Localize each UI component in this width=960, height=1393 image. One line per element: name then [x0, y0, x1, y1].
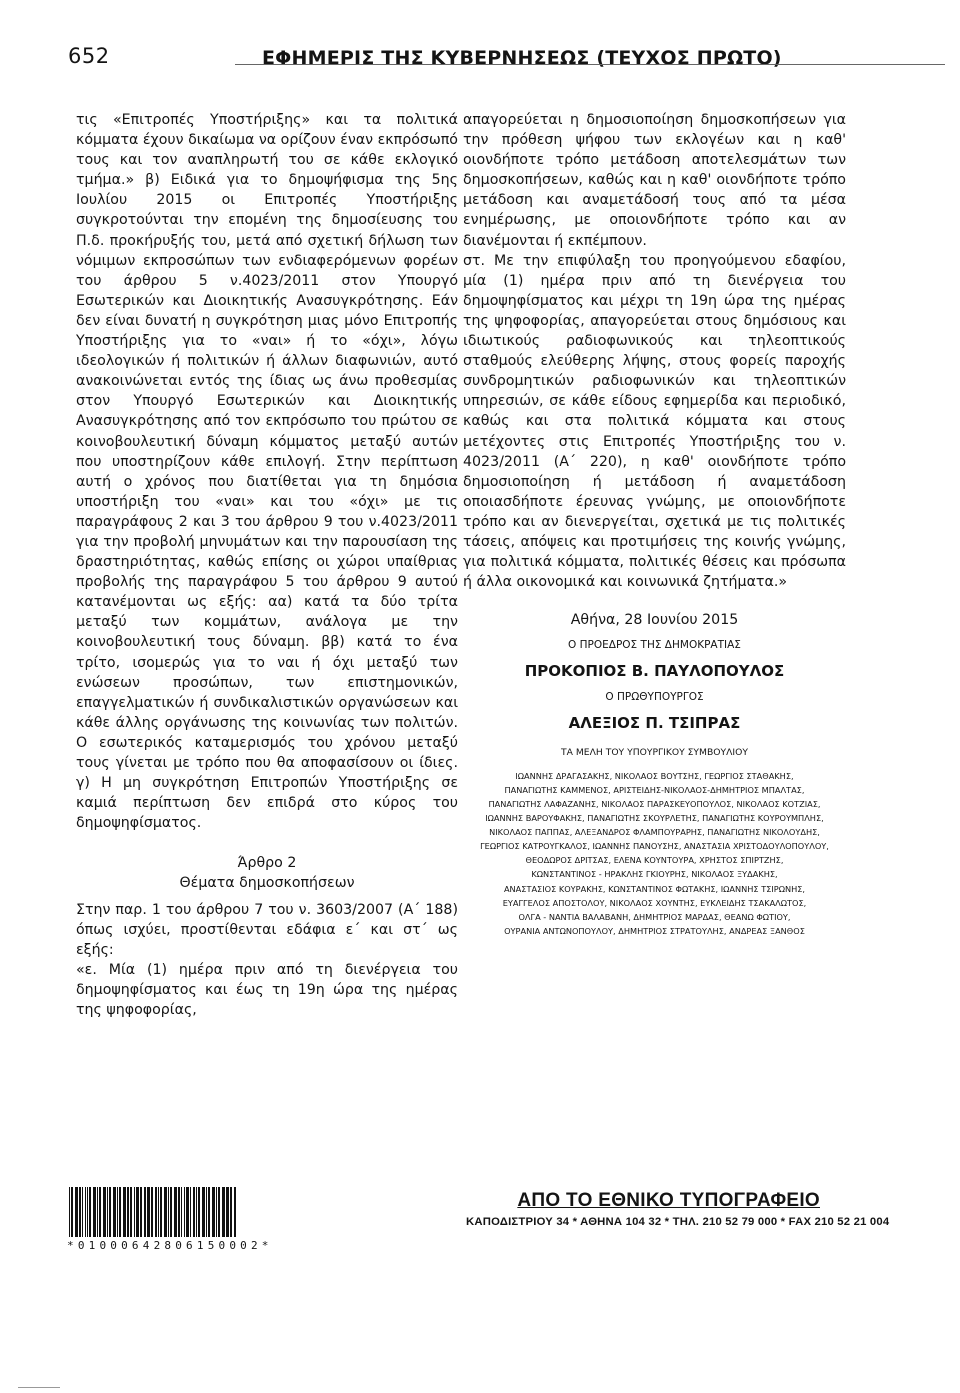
scan-mark — [18, 1387, 60, 1388]
barcode-bar — [127, 1187, 129, 1237]
barcode — [67, 1187, 310, 1252]
signature-block — [463, 610, 846, 938]
cabinet-members-line: ΟΥΡΑΝΙΑ ΑΝΤΩΝΟΠΟΥΛΟΥ, ΔΗΜΗΤΡΙΟΣ ΣΤΡΑΤΟΥΛΗΣ, ΑΝΔΡΕΑΣ ΞΑΝΘΟΣ — [504, 925, 805, 936]
barcode-bar — [107, 1187, 108, 1237]
barcode-bar — [230, 1187, 232, 1237]
left-paragraph-3: «ε. Μία (1) ημέρα πριν από τη διενέργεια του δημοψηφίσματος και έως τη 19η ώρα της ημέρας της ψηφοφορίας, — [76, 961, 458, 1019]
journal-title: ΕΦΗΜΕΡΙΣ ΤΗΣ ΚΥΒΕΡΝΗΣΕΩΣ (ΤΕΥΧΟΣ ΠΡΩΤΟ) — [262, 47, 782, 69]
signing-date: Αθήνα, 28 Ιουνίου 2015 — [570, 612, 739, 629]
barcode-bar — [130, 1187, 132, 1237]
barcode-bars — [67, 1187, 310, 1237]
barcode-bar — [198, 1187, 200, 1237]
article-heading — [76, 853, 458, 893]
article-title: Θέματα δημοσκοπήσεων — [179, 875, 355, 892]
article-number: Άρθρο 2 — [237, 855, 297, 872]
barcode-bar — [134, 1187, 135, 1237]
barcode-bar — [71, 1187, 73, 1237]
barcode-bar — [193, 1187, 195, 1237]
barcode-bar — [212, 1187, 215, 1237]
barcode-bar — [97, 1187, 98, 1237]
barcode-digits: *01000642806150002* — [67, 1239, 273, 1252]
barcode-bar — [168, 1187, 169, 1237]
barcode-bar — [164, 1187, 167, 1237]
president-name: ΠΡΟΚΟΠΙΟΣ Β. ΠΑΥΛΟΠΟΥΛΟΣ — [524, 662, 785, 681]
barcode-bar — [216, 1187, 217, 1237]
cabinet-members-line: ΚΩΝΣΤΑΝΤΙΝΟΣ - ΗΡΑΚΛΗΣ ΓΚΙΟΥΡΗΣ, ΝΙΚΟΛΑΟΣ ΞΥΔΑΚΗΣ, — [531, 869, 778, 880]
barcode-bar — [170, 1187, 172, 1237]
barcode-bar — [206, 1187, 207, 1237]
barcode-bar — [147, 1187, 150, 1237]
cabinet-members-line: ΠΑΝΑΓΙΩΤΗΣ ΚΑΜΜΕΝΟΣ, ΑΡΙΣΤΕΙΔΗΣ-ΝΙΚΟΛΑΟΣ-ΔΗΜΗΤΡΙΟΣ ΜΠΑΛΤΑΣ, — [504, 784, 805, 795]
barcode-bar — [202, 1187, 205, 1237]
barcode-bar — [82, 1187, 83, 1237]
barcode-bar — [140, 1187, 142, 1237]
left-paragraph-2: Στην παρ. 1 του άρθρου 7 του ν. 3603/2007 (Α΄ 188) όπως ισχύει, προστίθενται εδάφια ε΄ και στ΄ ως εξής: — [76, 901, 458, 958]
barcode-bar — [75, 1187, 78, 1237]
printer-contact: ΚΑΠΟΔΙΣΤΡΙΟΥ 34 * ΑΘΗΝΑ 104 32 * ΤΗΛ. 210 52 79 000 * FAX 210 52 21 004 — [466, 1216, 890, 1228]
cabinet-members-line: ΙΩΑΝΝΗΣ ΔΡΑΓΑΣΑΚΗΣ, ΝΙΚΟΛΑΟΣ ΒΟΥΤΣΗΣ, ΓΕΩΡΓΙΟΣ ΣΤΑΘΑΚΗΣ, — [515, 770, 794, 781]
page-number: 652 — [68, 44, 110, 68]
left-column — [76, 110, 458, 1020]
barcode-bar — [234, 1187, 236, 1237]
barcode-bar — [144, 1187, 146, 1237]
cabinet-members-title: ΤΑ ΜΕΛΗ ΤΟΥ ΥΠΟΥΡΓΙΚΟΥ ΣΥΜΒΟΥΛΙΟΥ — [561, 746, 748, 758]
cabinet-members-list — [463, 769, 846, 938]
printer-name: ΑΠΟ ΤΟ ΕΘΝΙΚΟ ΤΥΠΟΓΡΑΦΕΙΟ — [517, 1190, 820, 1211]
prime-minister-role: Ο ΠΡΩΘΥΠΟΥΡΓΟΣ — [605, 690, 704, 703]
barcode-bar — [123, 1187, 126, 1237]
barcode-bar — [85, 1187, 86, 1237]
president-role: Ο ΠΡΟΕΔΡΟΣ ΤΗΣ ΔΗΜΟΚΡΑΤΙΑΣ — [568, 639, 741, 652]
barcode-bar — [181, 1187, 182, 1237]
cabinet-members-line: ΙΩΑΝΝΗΣ ΒΑΡΟΥΦΑΚΗΣ, ΠΑΝΑΓΙΩΤΗΣ ΣΚΟΥΡΛΕΤΗΣ, ΠΑΝΑΓΙΩΤΗΣ ΚΟΥΡΟΥΜΠΛΗΣ, — [485, 813, 824, 824]
cabinet-members-line: ΝΙΚΟΛΑΟΣ ΠΑΠΠΑΣ, ΑΛΕΞΑΝΔΡΟΣ ΦΛΑΜΠΟΥΡΑΡΗΣ, ΠΑΝΑΓΙΩΤΗΣ ΝΙΚΟΛΟΥΔΗΣ, — [489, 827, 820, 838]
barcode-bar — [190, 1187, 191, 1237]
barcode-bar — [79, 1187, 81, 1237]
barcode-bar — [196, 1187, 197, 1237]
barcode-bar — [222, 1187, 225, 1237]
barcode-bar — [184, 1187, 185, 1237]
cabinet-members-line: ΕΥΑΓΓΕΛΟΣ ΑΠΟΣΤΟΛΟΥ, ΝΙΚΟΛΑΟΣ ΧΟΥΝΤΗΣ, ΕΥΚΛΕΙΔΗΣ ΤΣΑΚΑΛΩΤΟΣ, — [502, 897, 807, 908]
barcode-bar — [119, 1187, 121, 1237]
cabinet-members-line: ΑΝΑΣΤΑΣΙΟΣ ΚΟΥΡΑΚΗΣ, ΚΩΝΣΤΑΝΤΙΝΟΣ ΦΩΤΑΚΗΣ, ΙΩΑΝΝΗΣ ΤΣΙΡΩΝΗΣ, — [503, 883, 806, 894]
barcode-bar — [99, 1187, 101, 1237]
barcode-bar — [113, 1187, 116, 1237]
barcode-bar — [155, 1187, 157, 1237]
barcode-bar — [151, 1187, 153, 1237]
barcode-bar — [160, 1187, 162, 1237]
cabinet-members-line: ΟΛΓΑ - ΝΑΝΤΙΑ ΒΑΛΑΒΑΝΗ, ΔΗΜΗΤΡΙΟΣ ΜΑΡΔΑΣ, ΘΕΑΝΩ ΦΩΤΙΟΥ, — [518, 911, 791, 922]
left-paragraph-1: τις «Επιτροπές Υποστήριξης» και τα πολιτικά κόμματα έχουν δικαίωμα να ορίζουν έναν εκπρόσωπό τους και τον αναπληρωτή του σε κάθε εκλογικό τμήμα.» β) Ειδικά για το δημοψήφισμα της 5ης Ιουλίου 2015 οι Επιτροπές Υποστήριξης συγκροτούνται την επομένη της δημοσίευσης του Π.δ. προκήρυξής του, μετά από σχετική δήλωση των νόμιμων εκπροσώπων των ενδιαφερόμενων φορέων του άρθρου 5 ν.4023/2011 στον Υπουργό Εσωτερικών και Διοικητικής Ανασυγκρότησης. Εάν δεν είναι δυνατή η συγκρότηση μιας μόνο Επιτροπής Υποστήριξης για το «ναι» ή το «όχι», λόγω ιδεολογικών ή πολιτικών ή άλλων διαφωνιών, αυτό ανακοινώνεται εντός της ίδιας ως άνω προθεσμίας στον Υπουργό Εσωτερικών και Διοικητικής Ανασυγκρότησης από τον εκπρόσωπο του πρώτου σε κοινοβουλευτική δύναμη κόμματος μεταξύ αυτών που υποστηρίζουν κάθε επιλογή. Στην περίπτωση αυτή ο χρόνος που διατίθεται για τη δημόσια υποστήριξη του «ναι» και του «όχι» με τις παραγράφους 2 και 3 του άρθρου 9 του ν.4023/2011 για την προβολή μηνυμάτων και την παρουσίαση της δραστηριότητας, καθώς επίσης οι χώροι υπαίθριας προβολής της παραγράφου 5 του άρθρου 9 αυτού κατανέμονται ως εξής: αα) κατά τα δύο τρίτα μεταξύ των κομμάτων, ανάλογα με την κοινοβουλευτική τους δύναμη. ββ) κατά το ένα τρίτο, ισομερώς για το ναι ή όχι μεταξύ των ενώσεων προσώπων, των επιστημονικών, επαγγελματικών ή συνδικαλιστικών οργανώσεων και κάθε άλλης οργάνωσης της κοινωνίας των πολιτών. Ο εσωτερικός καταμερισμός του χρόνου μεταξύ τους γίνεται με τρόπο που θα αποφασίσουν οι ίδιες. γ) Η μη συγκρότηση Επιτροπών Υποστήριξης σε καμιά περίπτωση δεν επιδρά στο κύρος του δημοψηφίσματος. — [76, 112, 458, 832]
header-rule — [235, 64, 945, 65]
barcode-bar — [93, 1187, 96, 1237]
barcode-bar — [87, 1187, 88, 1237]
barcode-bar — [178, 1187, 180, 1237]
cabinet-members-line: ΠΑΝΑΓΙΩΤΗΣ ΛΑΦΑΖΑΝΗΣ, ΝΙΚΟΛΑΟΣ ΠΑΡΑΣΚΕΥΟΠΟΥΛΟΣ, ΝΙΚΟΛΑΟΣ ΚΟΤΖΙΑΣ, — [488, 799, 821, 809]
cabinet-members-line: ΘΕΟΔΩΡΟΣ ΔΡΙΤΣΑΣ, ΕΛΕΝΑ ΚΟΥΝΤΟΥΡΑ, ΧΡΗΣΤΟΣ ΣΠΙΡΤΖΗΣ, — [525, 855, 784, 866]
barcode-bar — [208, 1187, 210, 1237]
right-column — [463, 110, 846, 938]
barcode-bar — [174, 1187, 177, 1237]
right-paragraph-2: στ. Με την επιφύλαξη του προηγούμενου εδαφίου, μία (1) ημέρα πριν από τη διενέργεια του δημοψηφίσματος και μέχρι τη 19η ώρα της ημέρας της ψηφοφορίας, απαγορεύεται στους δημόσιους και ιδιωτικούς ραδιοφωνικούς και τηλεοπτικούς σταθμούς ελεύθερης λήψης, στους φορείς παροχής συνδρομητικών ραδιοφωνικών και τηλεοπτικών υπηρεσιών, σε κάθε είδους εφημερίδα και περιοδικό, καθώς και στα πολιτικά κόμματα και στους μετέχοντες στις Επιτροπές Υποστήριξης του ν. 4023/2011 (Α΄ 220), η καθ' οιονδήποτε τρόπο δημοσιοποίηση ή μετάδοση ή αναμετάδοση οποιασδήποτε έρευνας γνώμης, με οποιονδήποτε τρόπο και αν διενεργείται, σχετικά με τις πολιτικές τάσεις, απόψεις και προτιμήσεις της κοινής γνώμης, για πολιτικά κόμματα, πολιτικές θέσεις και πρόσωπα ή άλλα οικονομικά και κοινωνικά ζητήματα.» — [463, 252, 846, 591]
barcode-bar — [69, 1187, 70, 1237]
right-paragraph-1: απαγορεύεται η δημοσιοποίηση δημοσκοπήσεων για την πρόθεση ψήφου των εκλογέων και η καθ' οιονδήποτε τρόπο μετάδοση αποτελεσμάτων των δημοσκοπήσεων, καθώς και η καθ' οιονδήποτε τρόπο μετάδοση και αναμετάδοσή τους από τα μέσα ενημέρωσης, με οποιονδήποτε τρόπο και αν διανέμονται ή εκπέμπουν. — [463, 112, 846, 249]
barcode-bar — [103, 1187, 106, 1237]
barcode-bar — [109, 1187, 111, 1237]
cabinet-members-line: ΓΕΩΡΓΙΟΣ ΚΑΤΡΟΥΓΚΑΛΟΣ, ΙΩΑΝΝΗΣ ΠΑΝΟΥΣΗΣ, ΑΝΑΣΤΑΣΙΑ ΧΡΙΣΤΟΔΟΥΛΟΠΟΥΛΟΥ, — [480, 841, 829, 852]
barcode-bar — [158, 1187, 159, 1237]
prime-minister-name: ΑΛΕΞΙΟΣ Π. ΤΣΙΠΡΑΣ — [568, 713, 741, 732]
barcode-bar — [226, 1187, 229, 1237]
barcode-bar — [136, 1187, 139, 1237]
barcode-bar — [117, 1187, 118, 1237]
barcode-bar — [186, 1187, 189, 1237]
barcode-bar — [89, 1187, 91, 1237]
printer-info — [466, 1190, 890, 1228]
barcode-bar — [218, 1187, 220, 1237]
